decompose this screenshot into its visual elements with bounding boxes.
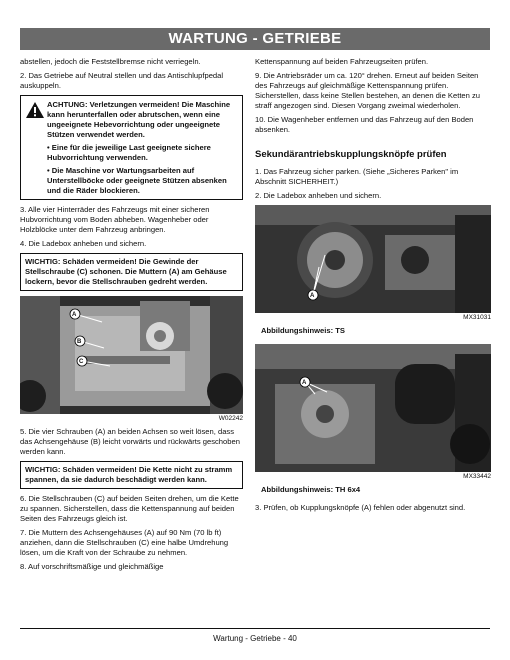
warning-triangle-icon	[25, 101, 47, 196]
warning-box	[20, 95, 243, 200]
axle-housing-photo	[20, 296, 243, 414]
clutch-photo-th6x4	[255, 344, 491, 472]
paragraph-intro-left: abstellen, jedoch die Feststellbremse nicht verriegeln.	[20, 57, 201, 66]
warning-bullet-1: • Eine für die jeweilige Last geeignete sichere Hubvorrichtung verwenden.	[47, 143, 211, 162]
figure-id-2: MX31031	[463, 314, 491, 321]
page-header	[20, 28, 490, 50]
paragraph-intro-right: Kettenspannung auf beiden Fahrzeugseiten prüfen.	[255, 57, 429, 66]
callout-a: A	[72, 312, 77, 318]
page-title: WARTUNG - GETRIEBE	[168, 30, 342, 47]
figure-id-1: W02242	[218, 415, 243, 422]
callout-b: B	[77, 339, 82, 345]
step-3: 3. Alle vier Hinterräder des Fahrzeugs mit einer sicheren Hubvorrichtung vom Boden abheben. Wagenheber oder Holzblöcke unter dem Fahrzeug anbringen.	[20, 205, 210, 234]
figure-caption-th: Abbildungshinweis: TH 6x4	[261, 485, 361, 494]
figure-caption-ts: Abbildungshinweis: TS	[261, 326, 345, 335]
step-7: 7. Die Muttern des Achsengehäuses (A) auf 90 Nm (70 lb ft) anziehen, dann die Stellschrauben (C) eine halbe Umdrehung lösen, um die Kraft von der Schraube zu nehmen.	[20, 528, 229, 557]
page-footer: Wartung - Getriebe - 40	[213, 634, 297, 643]
step-4: 4. Die Ladebox anheben und sichern.	[20, 239, 147, 248]
right-column	[255, 57, 491, 517]
warning-bullet-2: • Die Maschine vor Wartungsarbeiten auf Unterstellböcke oder geeignete Stützen absenken und die Räder blockieren.	[47, 166, 227, 195]
clutch-photo-ts	[255, 205, 491, 313]
section-title: Sekundärantriebskupplungsknöpfe prüfen	[255, 149, 447, 160]
footer-rule	[20, 628, 490, 629]
figure-id-3: MX33442	[463, 473, 491, 480]
important-box-2: WICHTIG: Schäden vermeiden! Die Kette nicht zu stramm spannen, da sie dadurch beschädigt werden kann.	[20, 461, 243, 489]
section-step-2: 2. Die Ladebox anheben und sichern.	[255, 191, 382, 200]
step-9: 9. Die Antriebsräder um ca. 120° drehen. Erneut auf beiden Seiten des Fahrzeugs auf gleichmäßige Kettenspannung prüfen. Sicherstellen, dass keine Stellen bestehen, an denen die Ketten zu straff angezogen sind. Diesen Vorgang zweimal wiederholen.	[255, 71, 481, 110]
step-2: 2. Das Getriebe auf Neutral stellen und das Antischlupfpedal auskuppeln.	[20, 71, 224, 90]
step-10: 10. Die Wagenheber entfernen und das Fahrzeug auf den Boden absenken.	[255, 115, 474, 134]
callout-a-th: A	[302, 380, 307, 386]
step-5: 5. Die vier Schrauben (A) an beiden Achsen so weit lösen, dass das Achsengehäuse (B) leicht vorwärts und rückwärts geschoben werden kann.	[20, 427, 240, 456]
section-step-1: 1. Das Fahrzeug sicher parken. (Siehe „Sicheres Parken" im Abschnitt SICHERHEIT.)	[255, 167, 459, 186]
step-8: 8. Auf vorschriftsmäßige und gleichmäßige	[20, 562, 164, 571]
section-step-3: 3. Prüfen, ob Kupplungsknöpfe (A) fehlen oder abgenutzt sind.	[255, 503, 466, 512]
important-box-1: WICHTIG: Schäden vermeiden! Die Gewinde der Stellschraube (C) schonen. Die Muttern (A) am Gehäuse lockern, bevor die Stellschrauben gedreht werden.	[20, 253, 243, 291]
callout-c: C	[79, 359, 84, 365]
callout-a-ts: A	[310, 293, 315, 299]
warning-main-text: ACHTUNG: Verletzungen vermeiden! Die Maschine kann herunterfallen oder abrutschen, wenn eine ungeeignete Hebevorrichtung oder ungeeignete Stützen verwendet werden.	[47, 100, 231, 139]
left-column	[20, 57, 243, 576]
step-6: 6. Die Stellschrauben (C) auf beiden Seiten drehen, um die Kette zu spannen. Sicherstellen, dass die Kettenspannung auf beiden Seiten des Fahrzeugs gleich ist.	[20, 494, 239, 523]
